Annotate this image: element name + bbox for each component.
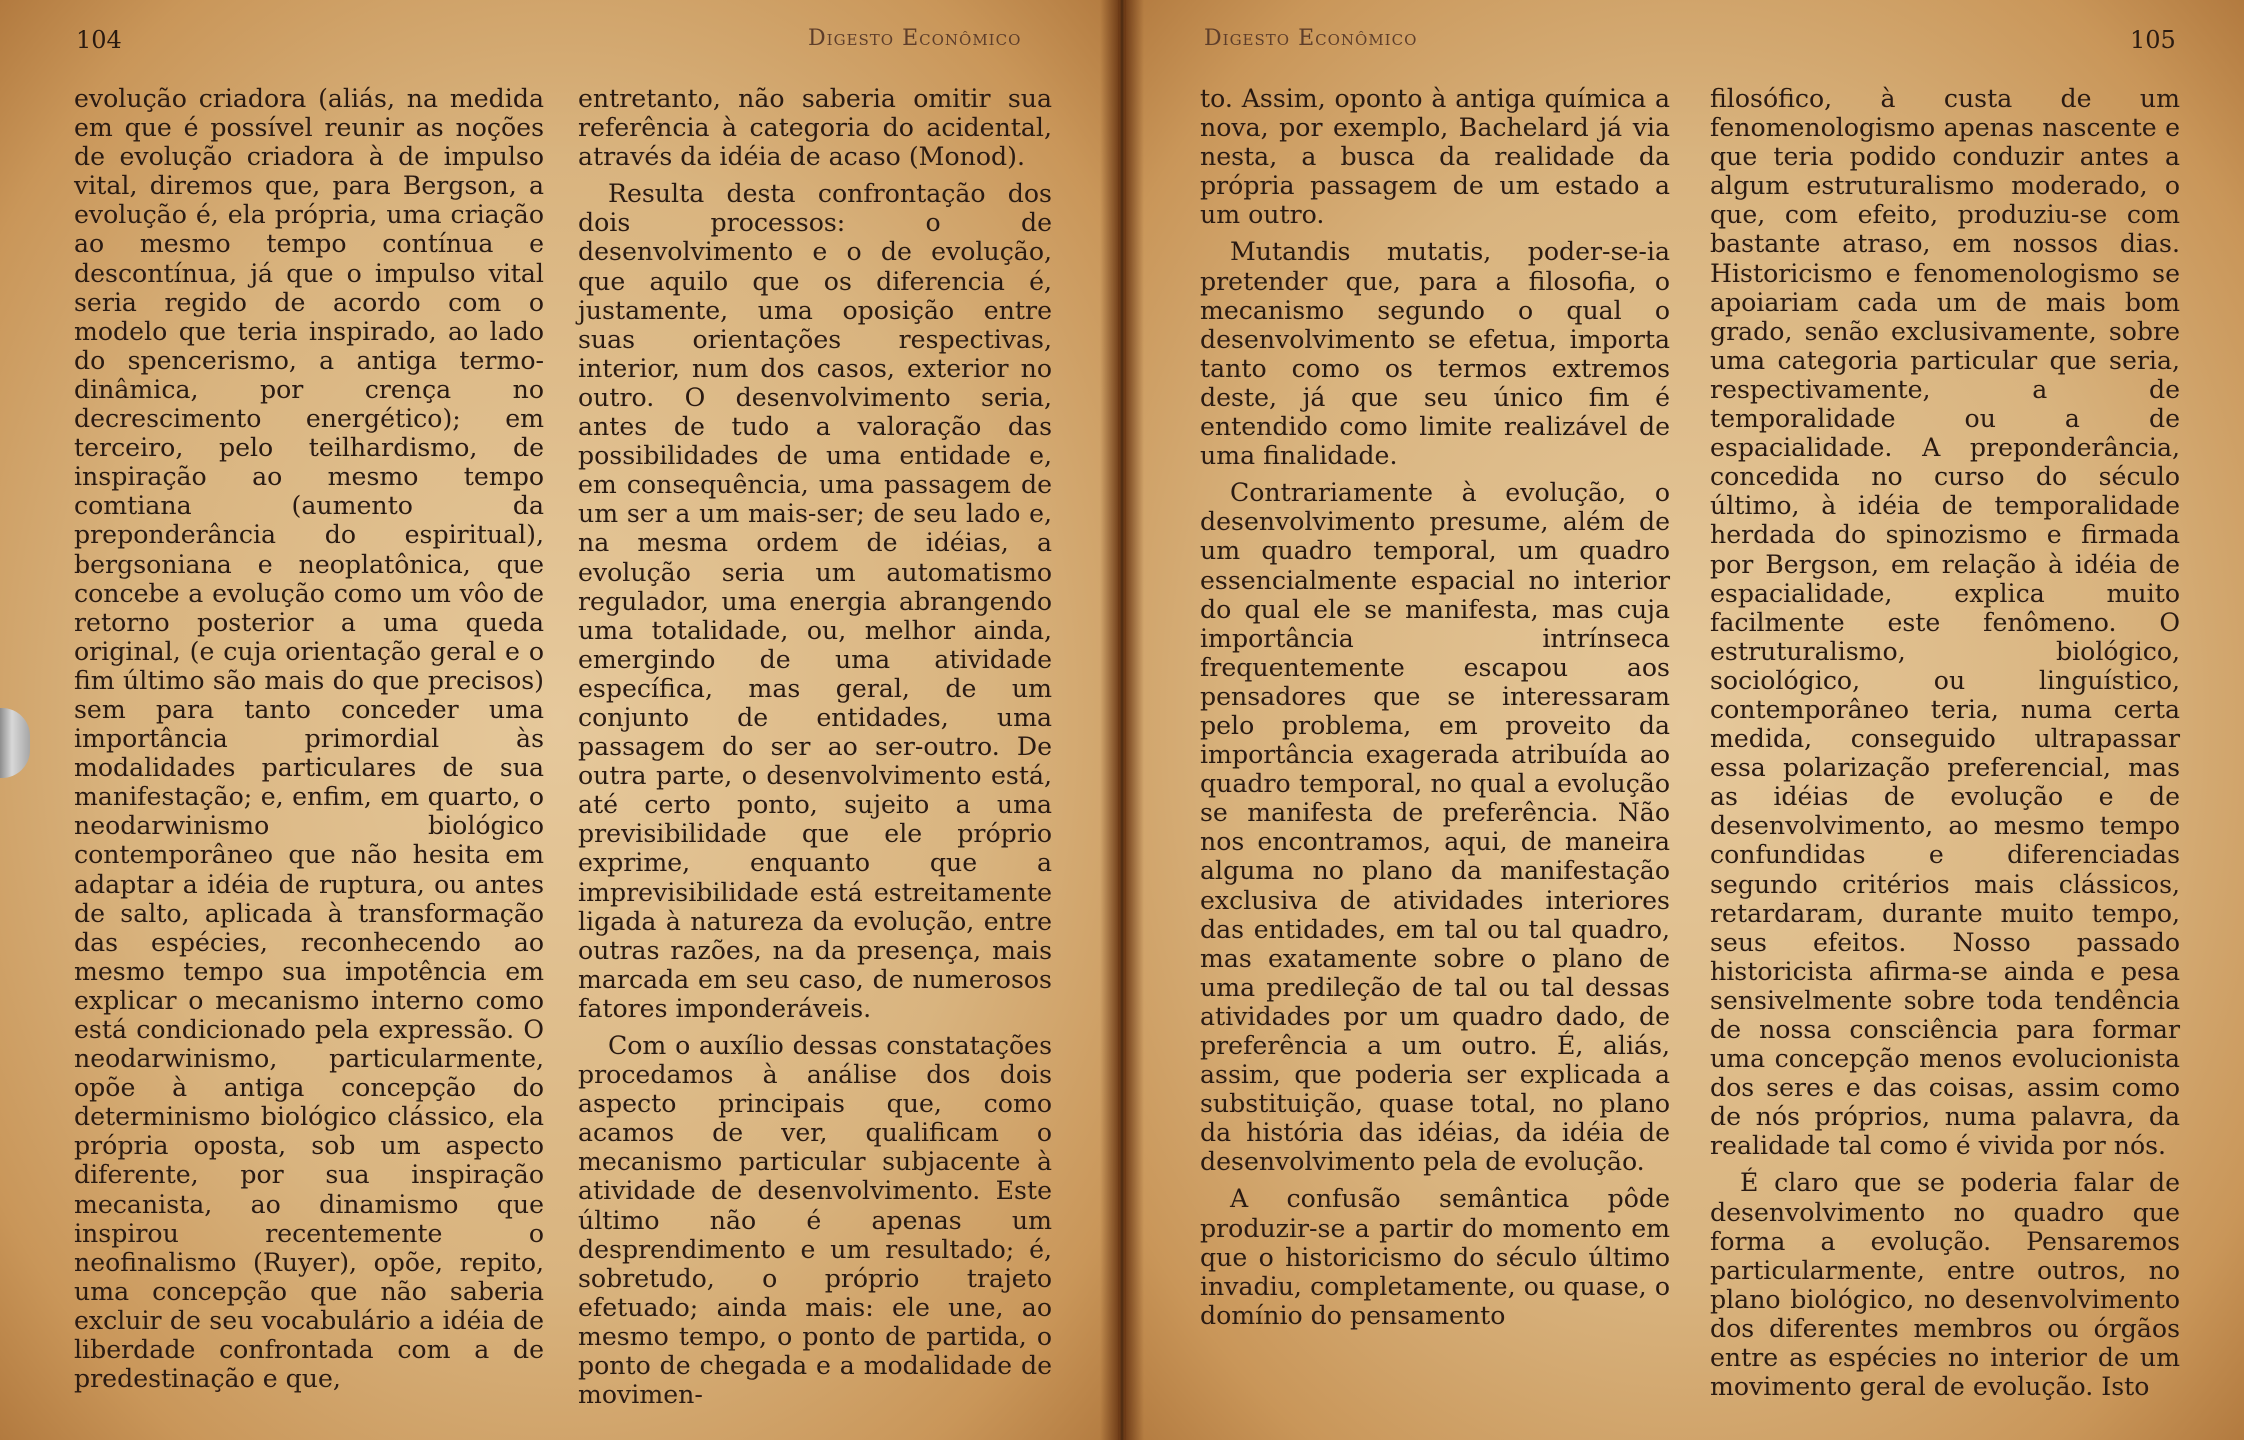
page-number: 104 — [76, 26, 122, 54]
right-page — [1126, 0, 2244, 1440]
paragraph: A confusão semântica pôde produzir-se a partir do momento em que o historicismo do século último invadiu, completamente, ou quase, o domínio do pensamento — [1200, 1184, 1670, 1330]
paragraph: to. Assim, oponto à antiga química a nova, por exemplo, Bachelard já via nesta, a busca da realidade da própria passagem de um estado a um outro. — [1200, 84, 1670, 230]
page-number: 105 — [2130, 26, 2176, 54]
running-head: Digesto Econômico — [1204, 26, 1418, 51]
paragraph: filosófico, à custa de um fenomenologismo apenas nascente e que teria podido conduzir antes a algum estruturalismo moderado, o que, com efeito, produziu-se com bastante atraso, em nossos dias. Historicismo e fenomenologismo se apoiariam cada um de mais bom grado, senão exclusivamente, sobre uma categoria particular que seria, respectivamente, a de temporalidade ou a de espacialidade. A preponderância, concedida no curso do século último, à idéia de temporalidade herdada do spinozismo e firmada por Bergson, em relação à idéia de espacialidade, explica muito facilmente este fenômeno. O estruturalismo, biológico, sociológico, ou linguístico, contemporâneo teria, numa certa medida, conseguido ultrapassar essa polarização preferencial, mas as idéias de evolução e de desenvolvimento, ao mesmo tempo confundidas e diferenciadas segundo critérios mais clássicos, retardaram, durante muito tempo, seus efeitos. Nosso passado historicista afirma-se ainda e pesa sensivelmente sobre toda tendência de nossa consciência para formar uma concepção menos evolucionista dos seres e das coisas, assim como de nós próprios, numa palavra, da realidade tal como é vivida por nós. — [1710, 84, 2180, 1161]
paragraph: É claro que se poderia falar de desenvolvimento no quadro que forma a evolução. Pensaremos particularmente, entre outros, no plano biológico, no desenvolvimento dos diferentes membros ou órgãos entre as espécies no interior de um movimento geral de evolução. Isto — [1710, 1168, 2180, 1402]
left-page — [0, 0, 1118, 1440]
text-column-1 — [74, 84, 544, 1393]
running-head: Digesto Econômico — [808, 26, 1022, 51]
paragraph: Mutandis mutatis, poder-se-ia pretender que, para a filosofia, o mecanismo segundo o qual o desenvolvimento se efetua, importa tanto como os termos extremos deste, já que seu único fim é entendido como limite realizável de uma finalidade. — [1200, 237, 1670, 471]
paragraph: evolução criadora (aliás, na medida em que é possível reunir as noções de evolução criadora à de impulso vital, diremos que, para Bergson, a evolução é, ela própria, uma criação ao mesmo tempo contínua e descontínua, já que o impulso vital seria regido de acordo com o modelo que teria inspirado, ao lado do spencerismo, a antiga termo-dinâmica, por crença no decrescimento energético); em terceiro, pelo teilhardismo, de inspiração ao mesmo tempo comtiana (aumento da preponderância do espiritual), bergsoniana e neoplatônica, que concebe a evolução como um vôo de retorno posterior a uma queda original, (e cuja orientação geral e o fim último são mais do que precisos) sem para tanto conceder uma importância primordial às modalidades particulares de sua manifestação; e, enfim, em quarto, o neodarwinismo biológico contemporâneo que não hesita em adaptar a idéia de ruptura, ou antes de salto, aplicada à transformação das espécies, reconhecendo ao mesmo tempo sua impotência em explicar o mecanismo interno como está condicionado pela expressão. O neodarwinismo, particularmente, opõe à antiga concepção do determinismo biológico clássico, ela própria oposta, sob um aspecto diferente, por sua inspiração mecanista, ao dinamismo que inspirou recentemente o neofinalismo (Ruyer), opõe, repito, uma concepção que não saberia excluir de seu vocabulário a idéia de liberdade confrontada com a de predestinação e que, — [74, 84, 544, 1394]
paragraph: Resulta desta confrontação dos dois processos: o de desenvolvimento e o de evolução, que aquilo que os diferencia é, justamente, uma oposição entre suas orientações respectivas, interior, num dos casos, exterior no outro. O desenvolvimento seria, antes de tudo a valoração das possibilidades de uma entidade e, em consequência, uma passagem de um ser a um mais-ser; de seu lado e, na mesma ordem de idéias, a evolução seria um automatismo regulador, uma energia abrangendo uma totalidade, ou, melhor ainda, emergindo de uma atividade específica, mas geral, de um conjunto de entidades, uma passagem do ser ao ser-outro. De outra parte, o desenvolvimento está, até certo ponto, sujeito a uma previsibilidade que ele próprio exprime, enquanto que a imprevisibilidade está estreitamente ligada à natureza da evolução, entre outras razões, na da presença, mais marcada em seu caso, de numerosos fatores imponderáveis. — [578, 179, 1052, 1023]
metal-clip — [0, 708, 30, 778]
text-column-2 — [1710, 84, 2180, 1401]
paragraph: Contrariamente à evolução, o desenvolvimento presume, além de um quadro temporal, um quadro essencialmente espacial no interior do qual ele se manifesta, mas cuja importância intrínseca frequentemente escapou aos pensadores que se interessaram pelo problema, em proveito da importância exagerada atribuída ao quadro temporal, no qual a evolução se manifesta de preferência. Não nos encontramos, aqui, de maneira alguma no plano da manifestação exclusiva de atividades interiores das entidades, em tal ou tal quadro, mas exatamente sobre o plano de uma predileção de tal ou tal dessas atividades por um quadro dado, de preferência a um outro. É, aliás, assim, que poderia ser explicada a substituição, quase total, no plano da história das idéias, da idéia de desenvolvimento pela de evolução. — [1200, 478, 1670, 1177]
text-column-2 — [578, 84, 1052, 1409]
book-spine — [1100, 0, 1144, 1440]
paragraph: Com o auxílio dessas constatações procedamos à análise dos dois aspecto principais que, como acamos de ver, qualificam o mecanismo particular subjacente à atividade de desenvolvimento. Este último não é apenas um desprendimento e um resultado; é, sobretudo, o próprio trajeto efetuado; ainda mais: ele une, ao mesmo tempo, o ponto de partida, o ponto de chegada e a modalidade de movimen- — [578, 1031, 1052, 1410]
paragraph: entretanto, não saberia omitir sua referência à categoria do acidental, através da idéia de acaso (Monod). — [578, 84, 1052, 172]
text-column-1 — [1200, 84, 1670, 1330]
